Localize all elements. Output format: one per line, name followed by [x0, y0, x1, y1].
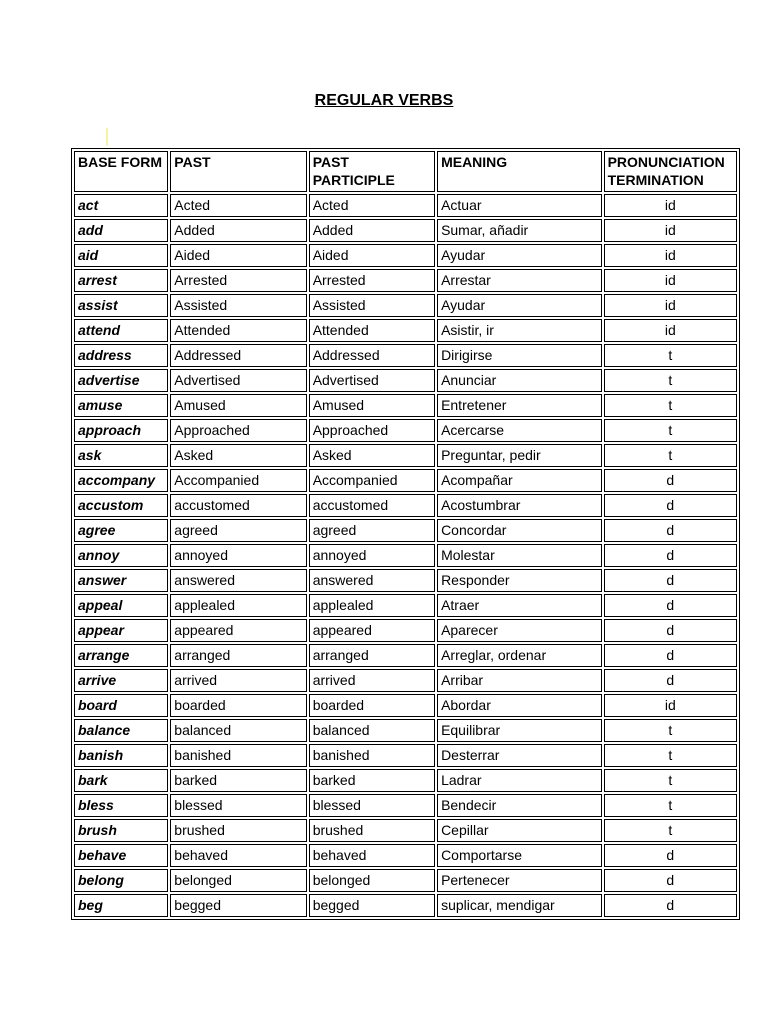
cell-base-form: beg — [74, 894, 168, 917]
header-base-form: BASE FORM — [74, 151, 168, 192]
table-row — [74, 519, 737, 542]
cell-past-participle: agreed — [309, 519, 435, 542]
cell-past: Advertised — [170, 369, 306, 392]
cell-past-participle: annoyed — [309, 544, 435, 567]
cell-pronunciation: t — [604, 819, 737, 842]
cell-meaning: Acompañar — [437, 469, 602, 492]
table-row — [74, 669, 737, 692]
cell-base-form: agree — [74, 519, 168, 542]
cell-past: Arrested — [170, 269, 306, 292]
cell-base-form: annoy — [74, 544, 168, 567]
table-row — [74, 819, 737, 842]
cell-pronunciation: d — [604, 844, 737, 867]
table-row — [74, 719, 737, 742]
cell-meaning: Desterrar — [437, 744, 602, 767]
cell-meaning: Pertenecer — [437, 869, 602, 892]
cell-pronunciation: t — [604, 369, 737, 392]
cell-meaning: Actuar — [437, 194, 602, 217]
cell-past: accustomed — [170, 494, 306, 517]
cell-meaning: Comportarse — [437, 844, 602, 867]
cell-meaning: Preguntar, pedir — [437, 444, 602, 467]
cell-past: arrived — [170, 669, 306, 692]
table-row — [74, 444, 737, 467]
cell-past: Approached — [170, 419, 306, 442]
cell-past-participle: appeared — [309, 619, 435, 642]
cell-pronunciation: id — [604, 269, 737, 292]
cell-meaning: Equilibrar — [437, 719, 602, 742]
cell-base-form: add — [74, 219, 168, 242]
cell-past-participle: barked — [309, 769, 435, 792]
cell-past-participle: arranged — [309, 644, 435, 667]
cell-past: Assisted — [170, 294, 306, 317]
cell-past-participle: Approached — [309, 419, 435, 442]
cell-base-form: arrest — [74, 269, 168, 292]
table-row — [74, 319, 737, 342]
cell-past-participle: Addressed — [309, 344, 435, 367]
cell-pronunciation: d — [604, 569, 737, 592]
cell-meaning: Acostumbrar — [437, 494, 602, 517]
cell-meaning: Arrestar — [437, 269, 602, 292]
cell-past: begged — [170, 894, 306, 917]
cell-base-form: accustom — [74, 494, 168, 517]
cell-pronunciation: d — [604, 519, 737, 542]
cell-base-form: advertise — [74, 369, 168, 392]
cell-meaning: Arreglar, ordenar — [437, 644, 602, 667]
cell-past: annoyed — [170, 544, 306, 567]
cell-base-form: accompany — [74, 469, 168, 492]
cell-past: arranged — [170, 644, 306, 667]
cell-base-form: amuse — [74, 394, 168, 417]
cell-past: Asked — [170, 444, 306, 467]
cell-pronunciation: d — [604, 544, 737, 567]
cell-meaning: Cepillar — [437, 819, 602, 842]
cell-pronunciation: d — [604, 869, 737, 892]
cell-past: Added — [170, 219, 306, 242]
cell-past: boarded — [170, 694, 306, 717]
cell-past-participle: belonged — [309, 869, 435, 892]
cell-past-participle: begged — [309, 894, 435, 917]
cell-past-participle: brushed — [309, 819, 435, 842]
cell-past-participle: Accompanied — [309, 469, 435, 492]
cell-base-form: bark — [74, 769, 168, 792]
cell-pronunciation: t — [604, 794, 737, 817]
cell-pronunciation: id — [604, 294, 737, 317]
cell-past-participle: Arrested — [309, 269, 435, 292]
cell-meaning: Ayudar — [437, 244, 602, 267]
table-row — [74, 744, 737, 767]
cell-meaning: Arribar — [437, 669, 602, 692]
cell-base-form: banish — [74, 744, 168, 767]
cell-pronunciation: d — [604, 494, 737, 517]
cell-past: brushed — [170, 819, 306, 842]
cell-base-form: brush — [74, 819, 168, 842]
cell-past: Attended — [170, 319, 306, 342]
table-row — [74, 269, 737, 292]
cell-past-participle: Attended — [309, 319, 435, 342]
cell-past-participle: answered — [309, 569, 435, 592]
table-row — [74, 619, 737, 642]
cell-pronunciation: id — [604, 219, 737, 242]
cell-meaning: Molestar — [437, 544, 602, 567]
header-past: PAST — [170, 151, 306, 192]
table-row — [74, 894, 737, 917]
cell-base-form: balance — [74, 719, 168, 742]
cell-past: banished — [170, 744, 306, 767]
cell-past-participle: arrived — [309, 669, 435, 692]
cell-past-participle: Added — [309, 219, 435, 242]
table-row — [74, 769, 737, 792]
table-row — [74, 219, 737, 242]
table-row — [74, 569, 737, 592]
cell-past: belonged — [170, 869, 306, 892]
table-row — [74, 344, 737, 367]
header-meaning: MEANING — [437, 151, 602, 192]
cell-past: behaved — [170, 844, 306, 867]
table-row — [74, 694, 737, 717]
table-row — [74, 194, 737, 217]
cell-past: Accompanied — [170, 469, 306, 492]
cell-past: Amused — [170, 394, 306, 417]
cell-past-participle: boarded — [309, 694, 435, 717]
cell-past: Addressed — [170, 344, 306, 367]
cell-meaning: Asistir, ir — [437, 319, 602, 342]
cell-pronunciation: t — [604, 419, 737, 442]
cell-base-form: attend — [74, 319, 168, 342]
cell-base-form: assist — [74, 294, 168, 317]
cell-pronunciation: t — [604, 344, 737, 367]
cell-past-participle: Acted — [309, 194, 435, 217]
cell-pronunciation: id — [604, 194, 737, 217]
table-row — [74, 494, 737, 517]
header-pronunciation: PRONUNCIATION TERMINATION — [604, 151, 737, 192]
cell-meaning: Bendecir — [437, 794, 602, 817]
cell-past-participle: Advertised — [309, 369, 435, 392]
cell-past-participle: banished — [309, 744, 435, 767]
cell-past: barked — [170, 769, 306, 792]
cell-past-participle: behaved — [309, 844, 435, 867]
header-past-participle: PAST PARTICIPLE — [309, 151, 435, 192]
cell-meaning: Anunciar — [437, 369, 602, 392]
page-title — [0, 92, 768, 110]
cell-base-form: behave — [74, 844, 168, 867]
page-title-text: REGULAR VERBS — [314, 92, 454, 109]
cell-past: Aided — [170, 244, 306, 267]
cell-pronunciation: t — [604, 719, 737, 742]
cell-base-form: belong — [74, 869, 168, 892]
cell-base-form: answer — [74, 569, 168, 592]
text-cursor-mark — [106, 128, 108, 146]
table-row — [74, 869, 737, 892]
cell-pronunciation: t — [604, 769, 737, 792]
cell-past-participle: applealed — [309, 594, 435, 617]
cell-past-participle: Aided — [309, 244, 435, 267]
cell-pronunciation: id — [604, 319, 737, 342]
table-body — [74, 194, 737, 917]
table-row — [74, 394, 737, 417]
table-row — [74, 419, 737, 442]
cell-base-form: appeal — [74, 594, 168, 617]
cell-pronunciation: d — [604, 594, 737, 617]
cell-base-form: aid — [74, 244, 168, 267]
cell-pronunciation: d — [604, 469, 737, 492]
cell-meaning: Entretener — [437, 394, 602, 417]
regular-verbs-table — [71, 148, 740, 920]
table-row — [74, 294, 737, 317]
cell-past-participle: balanced — [309, 719, 435, 742]
cell-past: appeared — [170, 619, 306, 642]
cell-meaning: Abordar — [437, 694, 602, 717]
cell-base-form: arrange — [74, 644, 168, 667]
cell-past: Acted — [170, 194, 306, 217]
cell-base-form: bless — [74, 794, 168, 817]
cell-pronunciation: d — [604, 669, 737, 692]
cell-meaning: Acercarse — [437, 419, 602, 442]
cell-base-form: appear — [74, 619, 168, 642]
cell-past: applealed — [170, 594, 306, 617]
cell-base-form: address — [74, 344, 168, 367]
cell-past: answered — [170, 569, 306, 592]
cell-meaning: Concordar — [437, 519, 602, 542]
cell-pronunciation: t — [604, 444, 737, 467]
cell-meaning: Sumar, añadir — [437, 219, 602, 242]
cell-pronunciation: t — [604, 394, 737, 417]
cell-pronunciation: d — [604, 644, 737, 667]
cell-pronunciation: id — [604, 694, 737, 717]
table-row — [74, 794, 737, 817]
cell-meaning: Atraer — [437, 594, 602, 617]
cell-past-participle: blessed — [309, 794, 435, 817]
cell-past: agreed — [170, 519, 306, 542]
table-row — [74, 644, 737, 667]
table-row — [74, 844, 737, 867]
table-row — [74, 544, 737, 567]
table-row — [74, 369, 737, 392]
cell-meaning: suplicar, mendigar — [437, 894, 602, 917]
cell-meaning: Responder — [437, 569, 602, 592]
table-row — [74, 244, 737, 267]
cell-past-participle: accustomed — [309, 494, 435, 517]
cell-past-participle: Assisted — [309, 294, 435, 317]
cell-meaning: Dirigirse — [437, 344, 602, 367]
cell-base-form: act — [74, 194, 168, 217]
cell-past: blessed — [170, 794, 306, 817]
cell-pronunciation: d — [604, 619, 737, 642]
table-row — [74, 594, 737, 617]
cell-base-form: approach — [74, 419, 168, 442]
cell-past-participle: Asked — [309, 444, 435, 467]
cell-past: balanced — [170, 719, 306, 742]
cell-meaning: Ayudar — [437, 294, 602, 317]
cell-base-form: arrive — [74, 669, 168, 692]
cell-meaning: Ladrar — [437, 769, 602, 792]
table-row — [74, 469, 737, 492]
cell-base-form: ask — [74, 444, 168, 467]
cell-pronunciation: d — [604, 894, 737, 917]
cell-meaning: Aparecer — [437, 619, 602, 642]
table-header-row — [74, 151, 737, 192]
cell-base-form: board — [74, 694, 168, 717]
cell-past-participle: Amused — [309, 394, 435, 417]
cell-pronunciation: id — [604, 244, 737, 267]
cell-pronunciation: t — [604, 744, 737, 767]
